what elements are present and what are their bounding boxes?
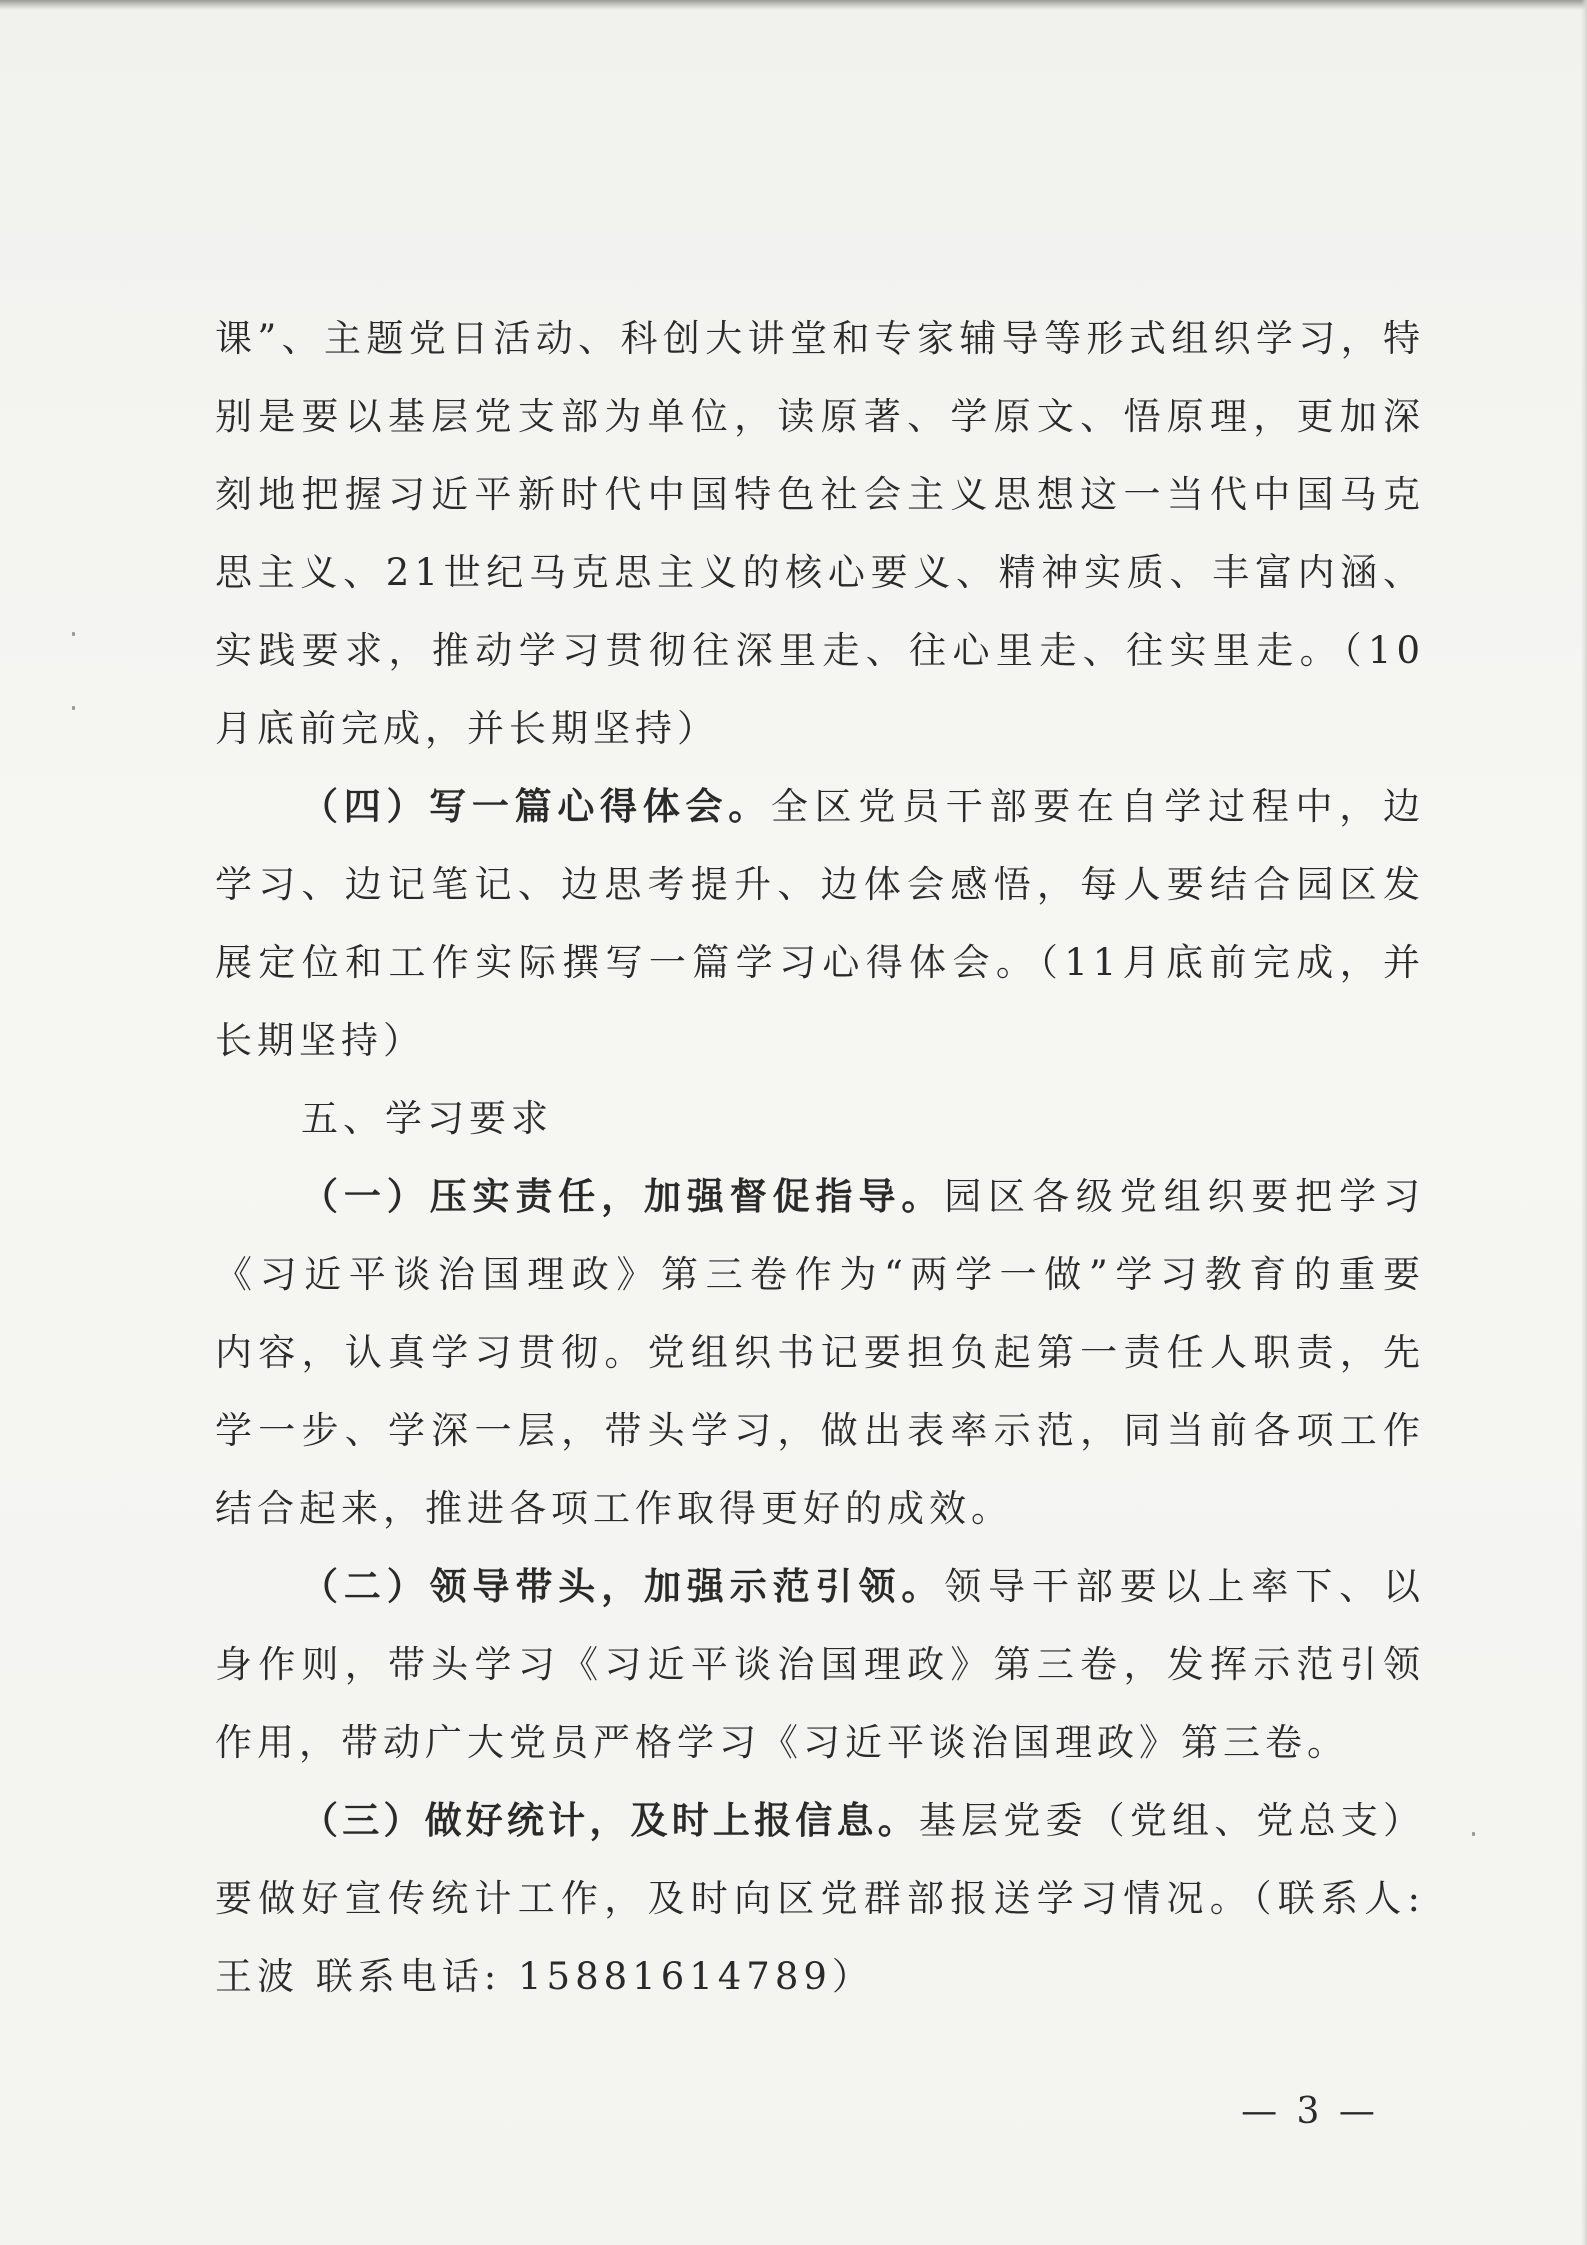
body-text: [215, 300, 1425, 2016]
page-number: — 3 —: [1241, 2091, 1379, 2132]
scan-right-edge: [1581, 0, 1587, 2245]
item-heading: （二）领导带头，加强示范引领。: [301, 1565, 945, 1608]
paragraph-line: 月底前完成，并长期坚持）: [215, 707, 719, 750]
paragraph-line: 长期坚持）: [215, 1019, 425, 1062]
paragraph-line: 实践要求，推动学习贯彻往深里走、往心里走、往实里走。（10: [215, 629, 1425, 672]
paragraph-line: 王波 联系电话: 15881614789）: [215, 1955, 874, 1998]
scan-artifact-dot: [1472, 1832, 1475, 1836]
section-heading: 五、学习要求: [301, 1097, 553, 1140]
paragraph-line: 作用，带动广大党员严格学习《习近平谈治国理政》第三卷。: [215, 1721, 1349, 1764]
paragraph-line: （四）写一篇心得体会。全区党员干部要在自学过程中，边: [301, 785, 1426, 828]
paragraph-line: 学习、边记笔记、边思考提升、边体会感悟，每人要结合园区发: [215, 863, 1425, 906]
paragraph-line: 课”、主题党日活动、科创大讲堂和专家辅导等形式组织学习，特: [215, 317, 1425, 360]
paragraph-line: 身作则，带头学习《习近平谈治国理政》第三卷，发挥示范引领: [215, 1643, 1425, 1686]
scan-artifact-dot: [72, 706, 75, 710]
paragraph-line: （二）领导带头，加强示范引领。领导干部要以上率下、以: [301, 1565, 1426, 1608]
paragraph-line: 思主义、21世纪马克思主义的核心要义、精神实质、丰富内涵、: [215, 551, 1425, 594]
faint-bleed-through-mark: [1095, 1963, 1335, 2003]
paragraph-line: 展定位和工作实际撰写一篇学习心得体会。（11月底前完成，并: [215, 941, 1425, 984]
scan-artifact-dot: [72, 632, 75, 636]
paragraph-line: 《习近平谈治国理政》第三卷作为“两学一做”学习教育的重要: [215, 1253, 1425, 1296]
paragraph-line: （一）压实责任，加强督促指导。园区各级党组织要把学习: [301, 1175, 1426, 1218]
paragraph-line: （三）做好统计，及时上报信息。基层党委（党组、党总支）: [301, 1799, 1426, 1842]
scan-top-edge: [0, 0, 1587, 10]
paragraph-line: 结合起来，推进各项工作取得更好的成效。: [215, 1487, 1013, 1530]
paragraph-line: 学一步、学深一层，带头学习，做出表率示范，同当前各项工作: [215, 1409, 1425, 1452]
item-heading: （四）写一篇心得体会。: [301, 785, 771, 828]
item-heading: （一）压实责任，加强督促指导。: [301, 1175, 945, 1218]
paragraph-line: 要做好宣传统计工作，及时向区党群部报送学习情况。（联系人:: [215, 1877, 1425, 1920]
paragraph-line: 别是要以基层党支部为单位，读原著、学原文、悟原理，更加深: [215, 395, 1425, 438]
paragraph-line: 内容，认真学习贯彻。党组织书记要担负起第一责任人职责，先: [215, 1331, 1425, 1374]
item-heading: （三）做好统计，及时上报信息。: [301, 1799, 919, 1842]
paragraph-line: 刻地把握习近平新时代中国特色社会主义思想这一当代中国马克: [215, 473, 1425, 516]
